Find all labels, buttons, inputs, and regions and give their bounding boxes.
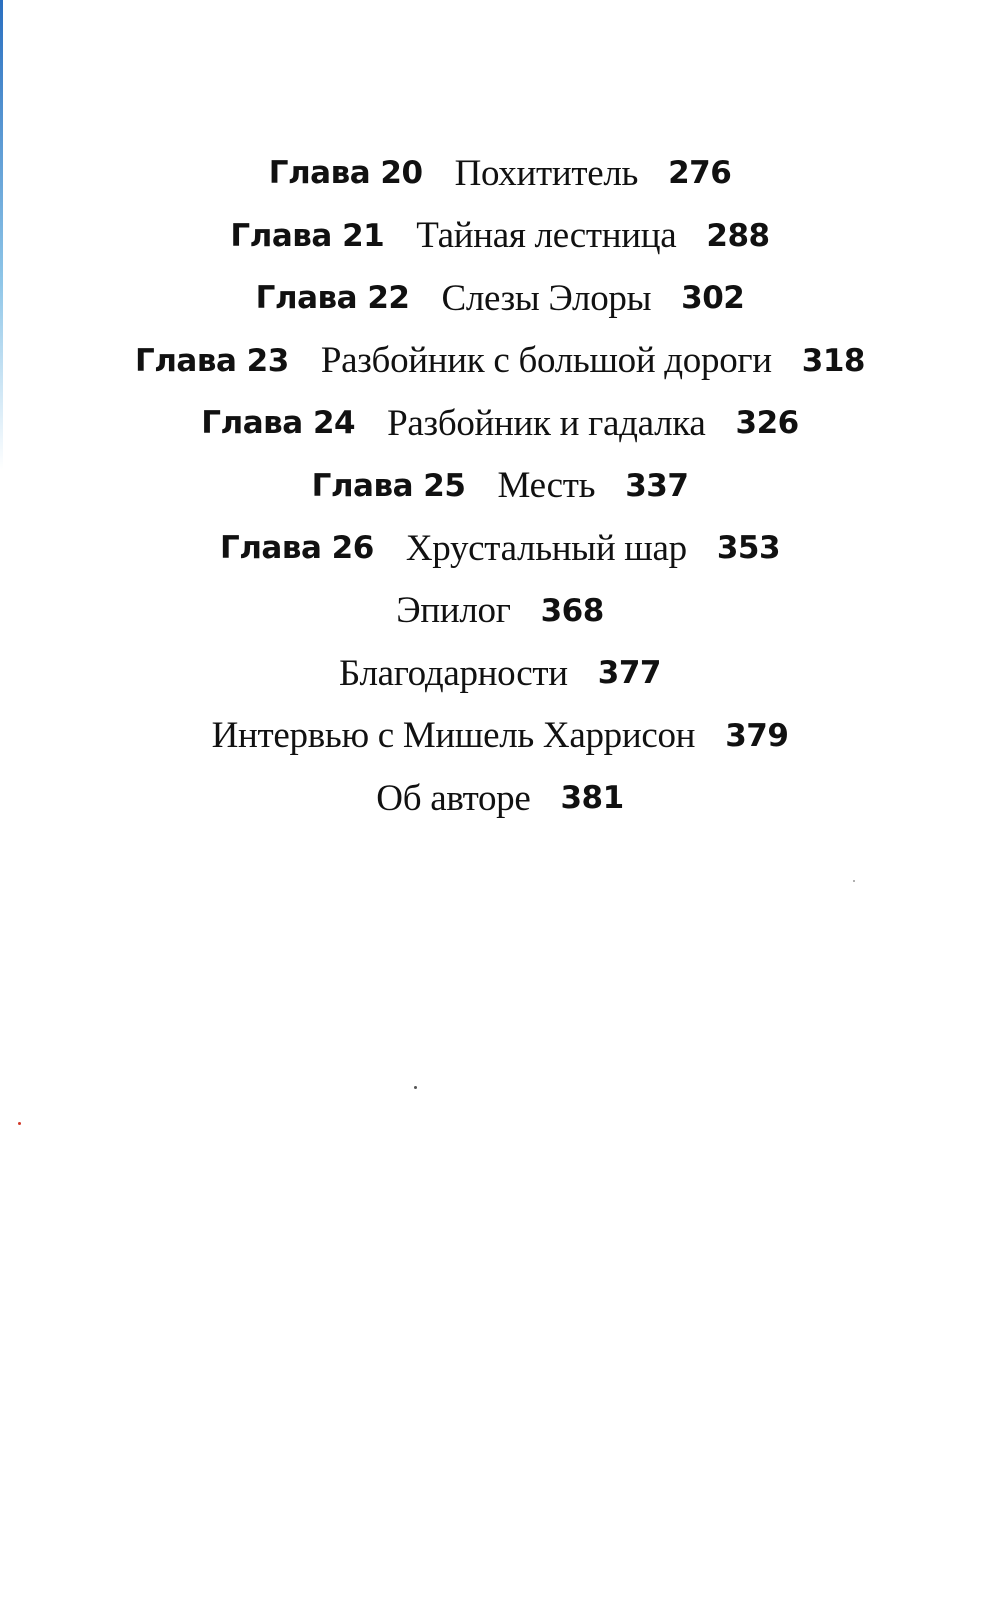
entry-title: Разбойник и гадалка <box>387 402 706 444</box>
page-number: 353 <box>716 530 781 567</box>
toc-entry[interactable] <box>0 330 1000 393</box>
entry-title: Благодарности <box>338 652 568 694</box>
chapter-label: Глава 26 <box>219 530 374 567</box>
entry-title: Эпилог <box>396 590 511 632</box>
toc-entry[interactable] <box>0 205 1000 268</box>
print-speck <box>414 1086 417 1089</box>
page-number: 337 <box>625 467 689 504</box>
entry-title: Разбойник с большой дороги <box>320 340 772 382</box>
toc-entry[interactable] <box>0 142 1000 205</box>
toc-entry[interactable] <box>0 267 1000 330</box>
page-number: 368 <box>540 592 604 629</box>
chapter-label: Глава 20 <box>268 155 423 192</box>
toc-entry[interactable] <box>0 455 1000 518</box>
page-number: 288 <box>706 217 770 254</box>
page-number: 381 <box>560 780 624 817</box>
print-speck <box>18 1122 21 1125</box>
page-number: 377 <box>597 655 661 692</box>
entry-title: Интервью с Мишель Харрисон <box>211 715 696 757</box>
chapter-label: Глава 21 <box>230 217 385 254</box>
toc-entry[interactable] <box>0 642 1000 705</box>
entry-title: Хрустальный шар <box>405 527 687 569</box>
page-number: 302 <box>681 280 745 317</box>
chapter-label: Глава 24 <box>201 405 356 442</box>
entry-title: Похититель <box>454 152 639 194</box>
entry-title: Месть <box>497 465 596 507</box>
toc-entry[interactable] <box>0 517 1000 580</box>
toc-entry[interactable] <box>0 392 1000 455</box>
chapter-label: Глава 23 <box>134 342 289 379</box>
page-number: 318 <box>801 342 866 379</box>
page-number: 379 <box>725 717 789 754</box>
table-of-contents <box>0 142 1000 830</box>
chapter-label: Глава 25 <box>311 467 466 504</box>
entry-title: Об авторе <box>376 777 531 819</box>
entry-title: Тайная лестница <box>416 215 677 257</box>
toc-entry[interactable] <box>0 705 1000 768</box>
page-number: 276 <box>668 155 732 192</box>
chapter-label: Глава 22 <box>255 280 410 317</box>
toc-entry[interactable] <box>0 580 1000 643</box>
toc-entry[interactable] <box>0 767 1000 830</box>
print-speck <box>853 880 855 882</box>
entry-title: Слезы Элоры <box>441 277 652 319</box>
page-number: 326 <box>735 405 799 442</box>
